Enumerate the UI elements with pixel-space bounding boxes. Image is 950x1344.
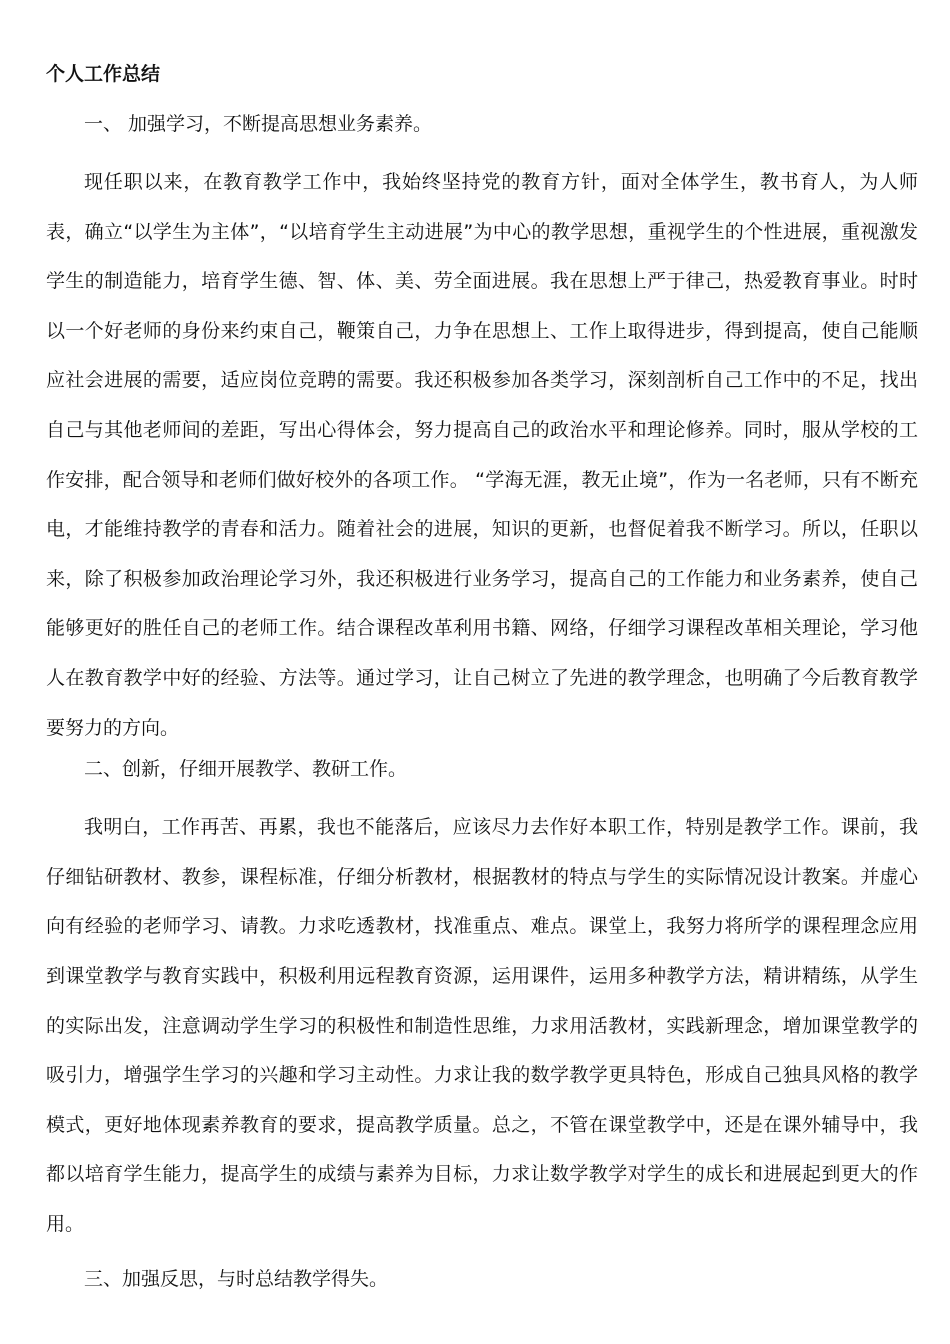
section-paragraph-1: 现任职以来，在教育教学工作中，我始终坚持党的教育方针，面对全体学生，教书育人，为人师表，确立“以学生为主体”，“以培育学生主动进展”为中心的教学思想，重视学生的个性进展，重视激发学生的制造能力，培育学生德、智、体、美、劳全面进展。我在思想上严于律己，热爱教育事业。时时以一个好老师的身份来约束自己，鞭策自己，力争在思想上、工作上取得进步，得到提高，使自己能顺应社会进展的需要，适应岗位竞聘的需要。我还积极参加各类学习，深刻剖析自己工作中的不足，找出自己与其他老师间的差距，写出心得体会，努力提高自己的政治水平和理论修养。同时，服从学校的工作安排，配合领导和老师们做好校外的各项工作。 “学海无涯，教无止境”，作为一名老师，只有不断充电，才能维持教学的青春和活力。随着社会的进展，知识的更新，也督促着我不断学习。所以，任职以来，除了积极参加政治理论学习外，我还积极进行业务学习，提高自己的工作能力和业务素养，使自己能够更好的胜任自己的老师工作。结合课程改革利用书籍、网络，仔细学习课程改革相关理论，学习他人在教育教学中好的经验、方法等。通过学习，让自己树立了先进的教学理念，也明确了今后教育教学要努力的方向。 [46, 171, 918, 739]
section-heading-1: 一、 加强学习，不断提高思想业务素养。 [84, 113, 433, 135]
section-paragraph-2: 我明白，工作再苦、再累，我也不能落后，应该尽力去作好本职工作，特别是教学工作。课前，我仔细钻研教材、教参，课程标准，仔细分析教材，根据教材的特点与学生的实际情况设计教案。并虚心向有经验的老师学习、请教。力求吃透教材，找准重点、难点。课堂上，我努力将所学的课程理念应用到课堂教学与教育实践中，积极利用远程教育资源，运用课件，运用多种教学方法，精讲精练，从学生的实际出发，注意调动学生学习的积极性和制造性思维，力求用活教材，实践新理念，增加课堂教学的吸引力，增强学生学习的兴趣和学习主动性。力求让我的数学教学更具特色，形成自己独具风格的教学模式，更好地体现素养教育的要求，提高教学质量。总之，不管在课堂教学中，还是在课外辅导中，我都以培育学生能力，提高学生的成绩与素养为目标，力求让数学教学对学生的成长和进展起到更大的作用。 [46, 816, 918, 1235]
section-heading-3: 三、加强反思，与时总结教学得失。 [84, 1268, 389, 1291]
section-heading-2: 二、创新，仔细开展教学、教研工作。 [84, 758, 408, 781]
document-page [46, 58, 918, 1313]
document-title: 个人工作总结 [46, 63, 161, 85]
